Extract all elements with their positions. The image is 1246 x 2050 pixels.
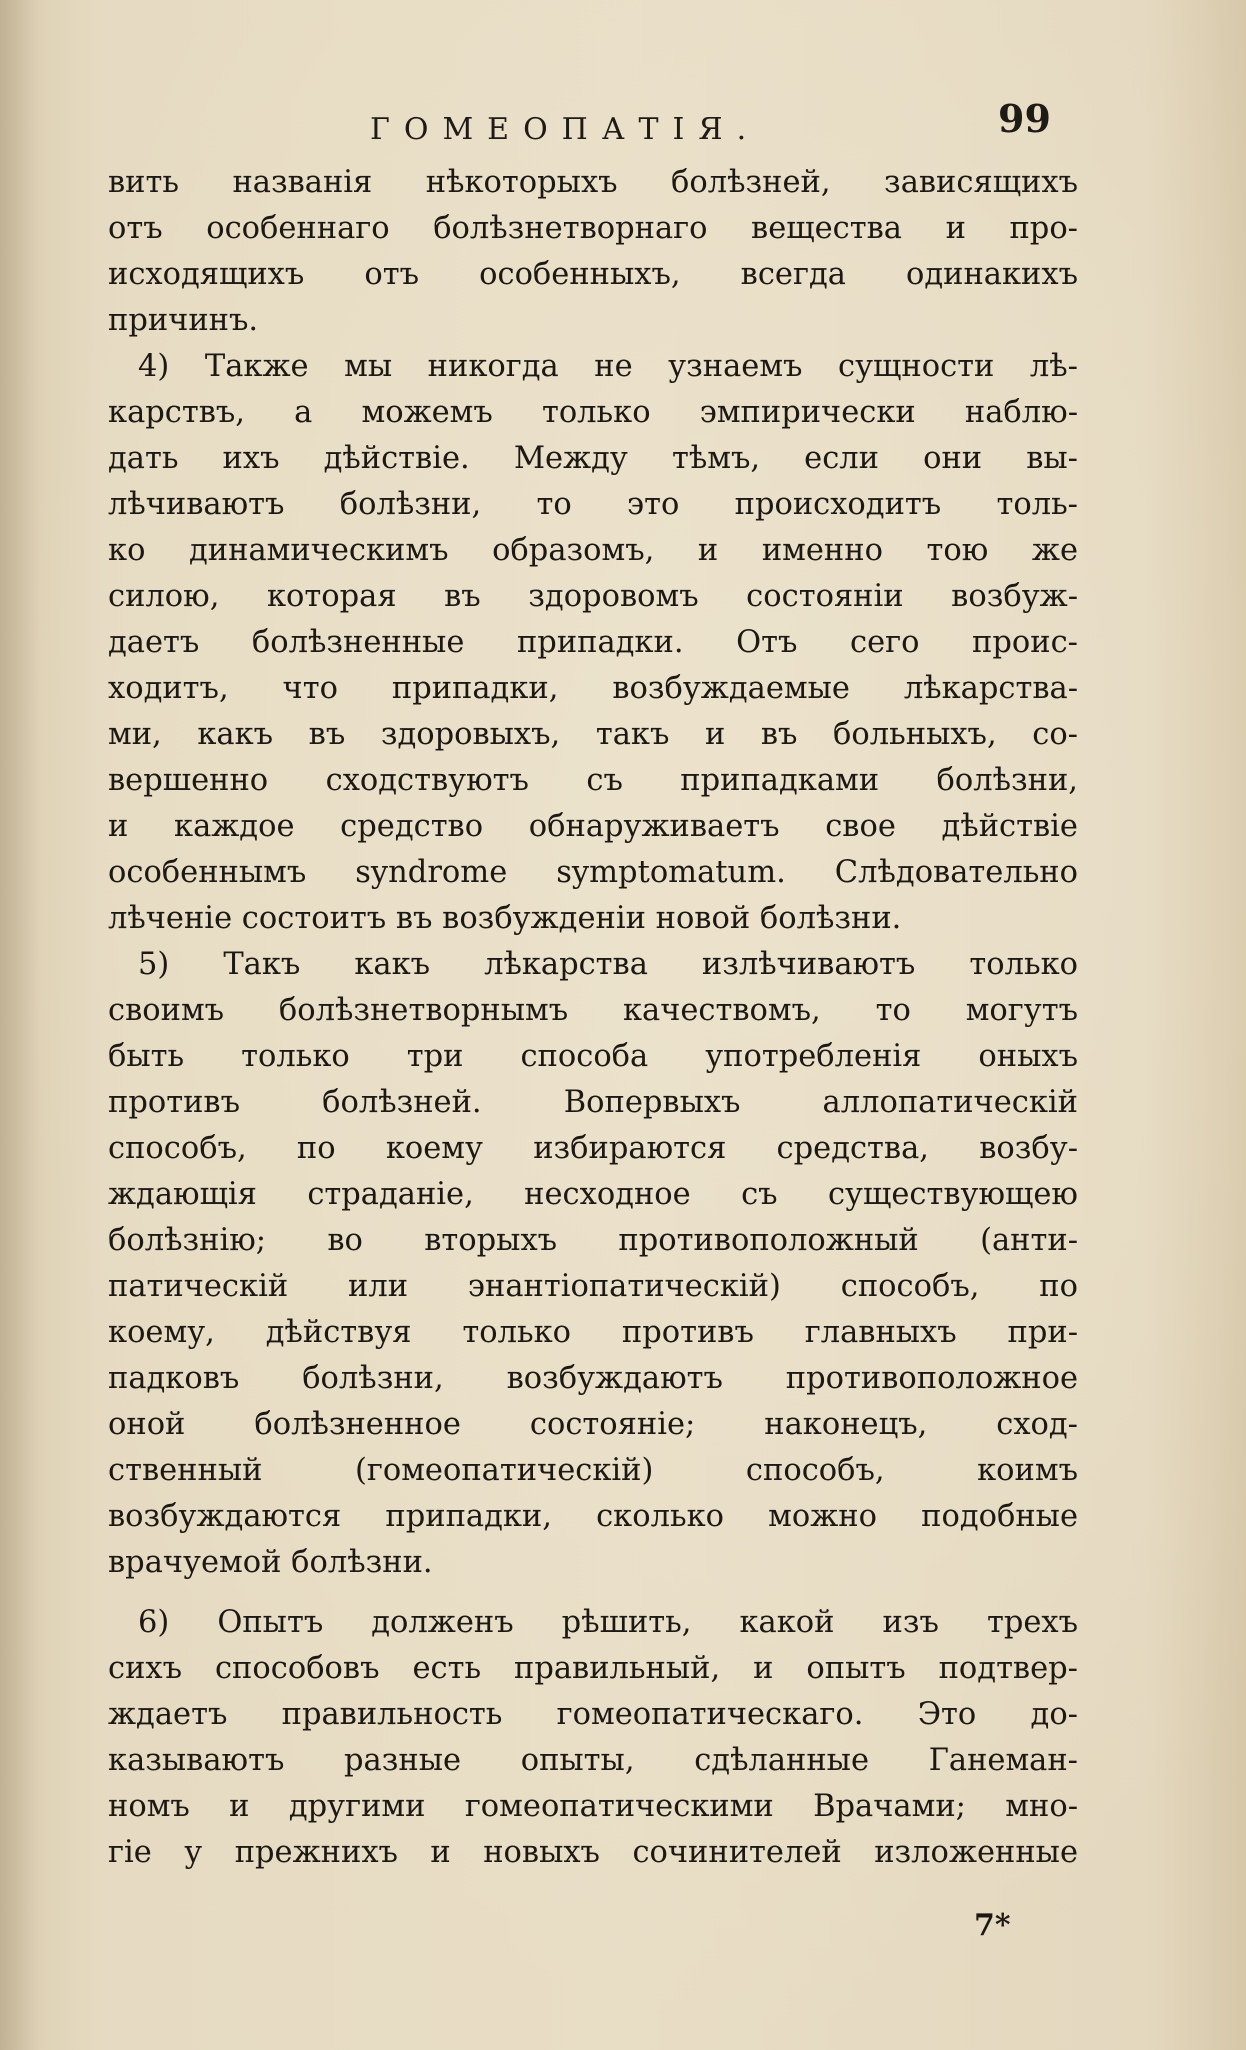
text-line: оной болѣзненное состояніе; наконецъ, сход- xyxy=(108,1407,1078,1442)
text-line: 6) Опытъ долженъ рѣшить, какой изъ трехъ xyxy=(138,1605,1078,1640)
body-text xyxy=(108,160,1078,1876)
text-line: ждающія страданіе, несходное съ существующею xyxy=(108,1177,1078,1212)
text-line: дать ихъ дѣйствіе. Между тѣмъ, если они вы- xyxy=(108,441,1078,476)
paragraph-gap xyxy=(108,1586,1078,1600)
text-line: возбуждаются припадки, сколько можно подобные xyxy=(108,1499,1078,1534)
page-edge-shadow xyxy=(0,0,40,2050)
text-line: номъ и другими гомеопатическими Врачами; мно- xyxy=(108,1789,1078,1824)
text-line: исходящихъ отъ особенныхъ, всегда одинакихъ xyxy=(108,257,1078,292)
text-line: причинъ. xyxy=(108,303,259,338)
signature-mark: 7* xyxy=(974,1908,1011,1943)
text-line: ственный (гомеопатическій) способъ, коимъ xyxy=(108,1453,1078,1488)
text-line: даетъ болѣзненные припадки. Отъ сего проис- xyxy=(108,625,1078,660)
text-line: и каждое средство обнаруживаетъ свое дѣйствіе xyxy=(108,809,1078,844)
text-line: казываютъ разные опыты, сдѣланные Ганеман- xyxy=(108,1743,1078,1778)
text-line: карствъ, а можемъ только эмпирически наблю- xyxy=(108,395,1078,430)
text-line: сихъ способовъ есть правильный, и опытъ подтвер- xyxy=(108,1651,1078,1686)
text-line: ко динамическимъ образомъ, и именно тою же xyxy=(108,533,1078,568)
text-line: особеннымъ syndrome symptomatum. Слѣдовательно xyxy=(108,855,1078,890)
text-line: вершенно сходствуютъ съ припадками болѣзни, xyxy=(108,763,1078,798)
text-line: лѣченіе состоитъ въ возбужденіи новой болѣзни. xyxy=(108,901,902,936)
text-line: ми, какъ въ здоровыхъ, такъ и въ больныхъ, со- xyxy=(108,717,1078,752)
text-line: патическій или энантіопатическій) способъ, по xyxy=(108,1269,1078,1304)
text-line: гіе у прежнихъ и новыхъ сочинителей изложенные xyxy=(108,1835,1078,1870)
text-line: силою, которая въ здоровомъ состояніи возбуж- xyxy=(108,579,1078,614)
text-line: ходитъ, что припадки, возбуждаемые лѣкарства- xyxy=(108,671,1078,706)
text-line: 5) Такъ какъ лѣкарства излѣчиваютъ только xyxy=(138,947,1078,982)
text-line: противъ болѣзней. Вопервыхъ аллопатическій xyxy=(108,1085,1078,1120)
text-line: болѣзнію; во вторыхъ противоположный (анти- xyxy=(108,1223,1078,1258)
text-line: способъ, по коему избираются средства, возбу- xyxy=(108,1131,1078,1166)
text-line: своимъ болѣзнетворнымъ качествомъ, то могутъ xyxy=(108,993,1078,1028)
page-number: 99 xyxy=(998,96,1051,141)
text-line: ждаетъ правильность гомеопатическаго. Это до- xyxy=(108,1697,1078,1732)
text-line: 4) Также мы никогда не узнаемъ сущности лѣ- xyxy=(138,349,1078,384)
text-line: падковъ болѣзни, возбуждаютъ противоположное xyxy=(108,1361,1078,1396)
text-line: врачуемой болѣзни. xyxy=(108,1545,433,1580)
text-line: лѣчиваютъ болѣзни, то это происходитъ толь- xyxy=(108,487,1078,522)
running-title: ГОМЕОПАТІЯ. xyxy=(370,112,761,147)
text-line: коему, дѣйствуя только противъ главныхъ при- xyxy=(108,1315,1078,1350)
text-line: вить названія нѣкоторыхъ болѣзней, зависящихъ xyxy=(108,165,1078,200)
text-line: отъ особеннаго болѣзнетворнаго вещества и про- xyxy=(108,211,1078,246)
text-line: быть только три способа употребленія оныхъ xyxy=(108,1039,1078,1074)
